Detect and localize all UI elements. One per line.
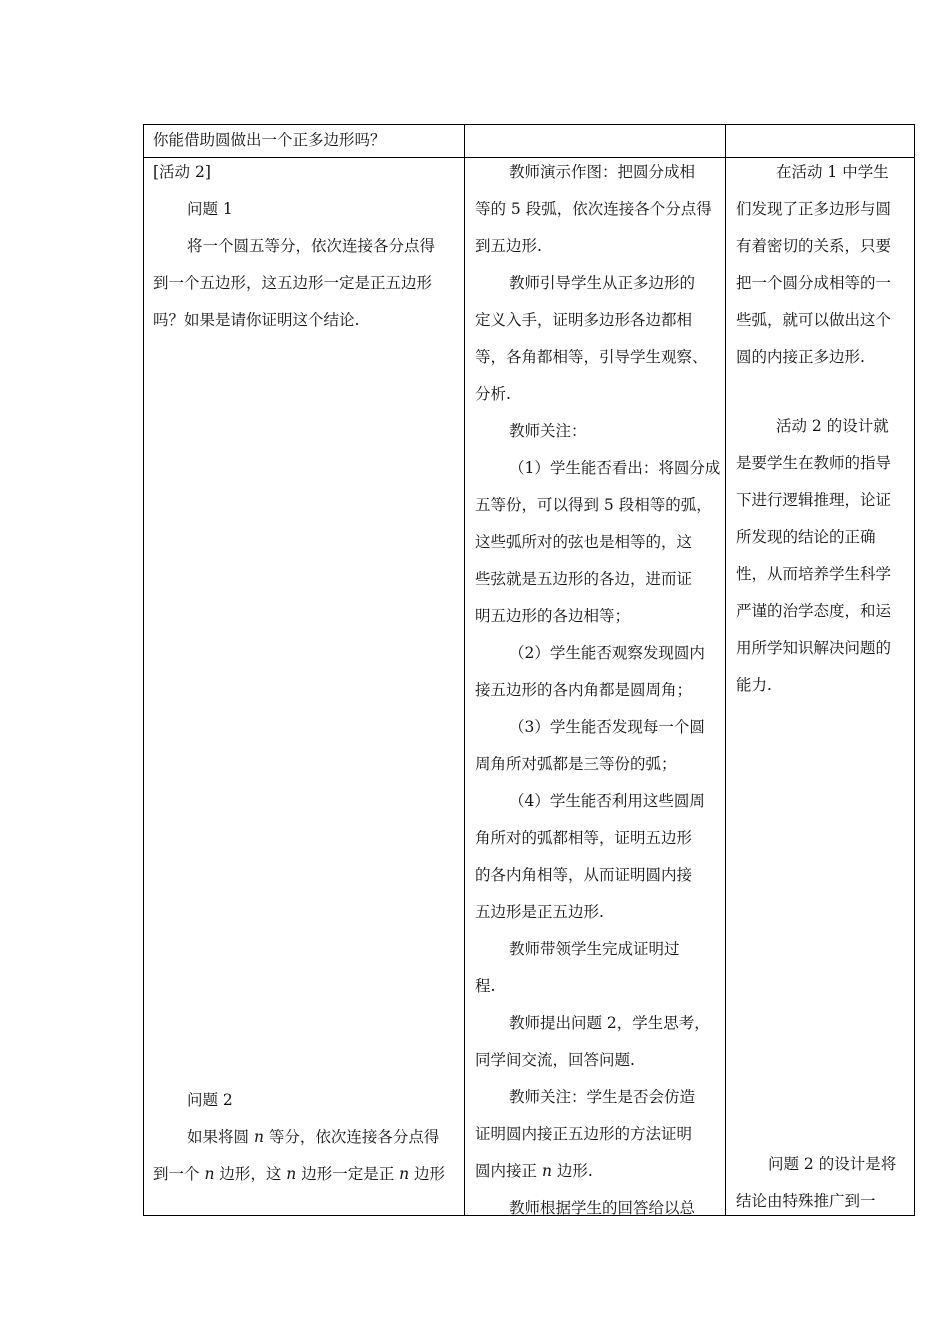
- teacher-text-line: 教师带领学生完成证明过: [509, 940, 680, 958]
- design-text-line: 在活动 1 中学生: [776, 163, 889, 181]
- design-text-line: 活动 2 的设计就: [776, 417, 889, 435]
- teacher-text-line: 定义入手，证明多边形各边都相: [475, 311, 693, 329]
- design-text-line: 们发现了正多边形与圆: [736, 200, 892, 218]
- teacher-text-line: 等的 5 段弧，依次连接各个分点得: [475, 200, 712, 218]
- teacher-text-line: 教师演示作图：把圆分成相: [509, 163, 696, 181]
- table-border-right: [914, 124, 915, 1216]
- teacher-text-line: 教师引导学生从正多边形的: [509, 274, 696, 292]
- teacher-text-line: 的各内角相等，从而证明圆内接: [475, 866, 693, 884]
- teacher-text-line: （4）学生能否利用这些圆周: [509, 792, 705, 810]
- column-divider-2: [725, 124, 726, 1216]
- design-text-line: 有着密切的关系，只要: [736, 237, 892, 255]
- question-1-text-line: 将一个圆五等分，依次连接各分点得: [187, 237, 436, 255]
- teacher-text-line: 五边形是正五边形.: [475, 903, 604, 921]
- design-text-line: 是要学生在教师的指导: [736, 454, 892, 472]
- table-border-left: [143, 124, 144, 1216]
- teacher-text-line: 五等份，可以得到 5 段相等的弧，: [475, 496, 712, 514]
- design-text-line: 问题 2 的设计是将: [768, 1155, 897, 1173]
- teacher-text-line: 教师提出问题 2，学生思考，: [509, 1014, 710, 1032]
- column-3-design-intent-2: [736, 408, 912, 704]
- teacher-text-line: （2）学生能否观察发现圆内: [509, 644, 705, 662]
- question-1-label: 问题 1: [187, 200, 233, 218]
- teacher-text-line: 接五边形的各内角都是圆周角；: [475, 681, 693, 699]
- question-1-text-line: 吗？如果是请你证明这个结论.: [153, 311, 360, 329]
- teacher-text-line: 周角所对弧都是三等份的弧；: [475, 755, 677, 773]
- design-text-line: 些弧，就可以做出这个: [736, 311, 892, 329]
- column-3-design-intent: [736, 154, 912, 376]
- column-3-question-2-intent: [736, 1146, 912, 1220]
- teacher-text-line: 教师关注：: [509, 422, 587, 440]
- question-2-label: 问题 2: [187, 1091, 233, 1109]
- design-text-line: 所发现的结论的正确: [736, 528, 876, 546]
- design-text-line: 结论由特殊推广到一: [736, 1192, 876, 1210]
- design-text-line: 用所学知识解决问题的: [736, 639, 892, 657]
- teacher-text-line: 到五边形.: [475, 237, 542, 255]
- column-1-question-2: [153, 1082, 463, 1193]
- activity-label: [活动 2]: [153, 163, 211, 181]
- teacher-text-line: 证明圆内接正五边形的方法证明: [475, 1125, 693, 1143]
- question-2-text-line: 如果将圆 n 等分，依次连接各分点得: [187, 1128, 440, 1146]
- design-text-line: 严谨的治学态度，和运: [736, 602, 892, 620]
- column-1-activity: [153, 154, 463, 339]
- design-text-line: 下进行逻辑推理，论证: [736, 491, 892, 509]
- teacher-text-line: 程.: [475, 977, 496, 995]
- teacher-text-line: 些弦就是五边形的各边，进而证: [475, 570, 693, 588]
- teacher-text-line: （3）学生能否发现每一个圆: [509, 718, 705, 736]
- teacher-text-line: 这些弧所对的弦也是相等的，这: [475, 533, 693, 551]
- teacher-text-line: 分析.: [475, 385, 511, 403]
- question-2-text-line: 到一个 n 边形，这 n 边形一定是正 n 边形: [153, 1165, 446, 1183]
- teacher-text-line: 圆内接正 n 边形.: [475, 1162, 593, 1180]
- design-text-line: 能力.: [736, 676, 772, 694]
- design-text-line: 把一个圆分成相等的一: [736, 274, 892, 292]
- row1-question-text: 你能借助圆做出一个正多边形吗？: [153, 131, 386, 149]
- column-2-teacher-activity: [475, 154, 723, 1227]
- design-text-line: 圆的内接正多边形.: [736, 348, 865, 366]
- teacher-text-line: 角所对的弧都相等，证明五边形: [475, 829, 693, 847]
- teacher-text-line: 教师根据学生的回答给以总: [509, 1199, 696, 1217]
- teacher-text-line: 同学间交流，回答问题.: [475, 1051, 635, 1069]
- teacher-text-line: （1）学生能否看出：将圆分成: [509, 459, 721, 477]
- design-text-line: 性，从而培养学生科学: [736, 565, 892, 583]
- teacher-text-line: 明五边形的各边相等；: [475, 607, 631, 625]
- column-divider-1: [464, 124, 465, 1216]
- teacher-text-line: 等，各角都相等，引导学生观察、: [475, 348, 708, 366]
- question-1-text-line: 到一个五边形，这五边形一定是正五边形: [153, 274, 433, 292]
- teacher-text-line: 教师关注：学生是否会仿造: [509, 1088, 696, 1106]
